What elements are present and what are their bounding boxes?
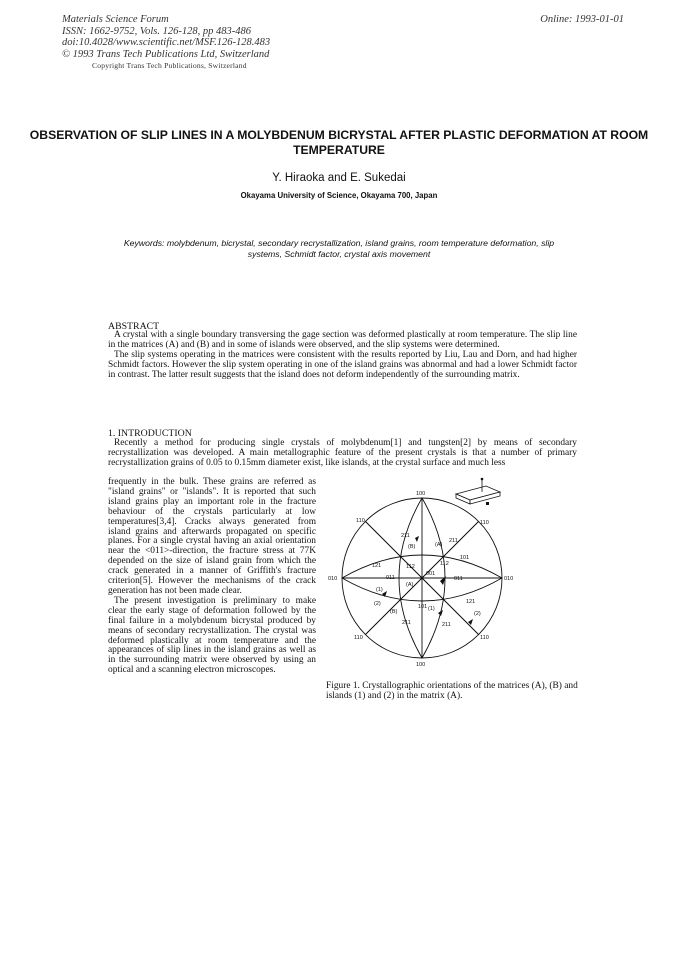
- label-center: 001: [426, 571, 436, 577]
- label-marker-22: (2): [474, 611, 481, 617]
- label-011a: 011: [386, 575, 395, 581]
- label-ur: 110: [480, 520, 489, 526]
- online-date: Online: 1993-01-01: [540, 14, 624, 25]
- intro-column: [108, 478, 316, 676]
- label-211d: 211: [442, 622, 451, 628]
- label-marker-A: (A): [435, 542, 443, 548]
- intro-paragraph-1-cont: frequently in the bulk. These grains are referred as "island grains" or "islands". It is reported that such island grains play an important role in the fracture behaviour of the crystals particularly at low temperatures[3,4]. Cracks always generated from island grains and afterwards propagated on specific planes. For a single crystal having an axial orientation near the <011>-direction, the fracture stress at 77K depended on the size of island grain from which the crack generated in a manner of Griffith's fracture criterion[5]. However the mechanisms of the crack generation has not been made clear.: [108, 477, 316, 596]
- abstract-paragraph-1: A crystal with a single boundary transversing the gage section was deformed plastically at room temperature. The slip line in the matrices (A) and (B) and in some of islands were observed, and the slip systems were determined.: [108, 330, 577, 350]
- label-101a: 101: [418, 604, 428, 610]
- label-112b: 112: [440, 561, 449, 567]
- label-211b: 211: [449, 538, 458, 544]
- paper-title: OBSERVATION OF SLIP LINES IN A MOLYBDENUM BICRYSTAL AFTER PLASTIC DEFORMATION AT ROOM TEMPERATURE: [29, 128, 649, 157]
- label-ll: 110: [354, 635, 363, 641]
- copyright-small: Copyright Trans Tech Publications, Switzerland: [92, 61, 247, 71]
- abstract-heading: ABSTRACT: [108, 321, 160, 332]
- intro-paragraph-2: The present investigation is preliminary to make clear the early stage of deformation followed by the final failure in a molybdenum bicrystal produced by means of secondary recrystallization. The crystal was deformed plastically at room temperature and the appearances of slip lines in the island grains as well as in the surrounding matrix were observed by using an optical and a scanning electron microscopes.: [108, 595, 316, 676]
- label-marker-2: (2): [374, 601, 381, 607]
- label-lr: 110: [480, 635, 489, 641]
- label-marker-1: (1): [376, 587, 383, 593]
- label-ul: 110: [356, 518, 365, 524]
- marker-A2: [468, 619, 473, 625]
- label-121a: 121: [372, 563, 382, 569]
- abstract-paragraph-2: The slip systems operating in the matrices were consistent with the results reported by Liu, Lau and Dorn, and had higher Schmidt factors. However the slip system operating in one of the island grains was abnormal and had a lower Schmidt factor in contrast. The latter result suggests that the island does not deform independently of the surrounding matrix.: [108, 349, 577, 380]
- label-top: 100: [416, 491, 426, 497]
- stereographic-projection-figure: [318, 458, 573, 673]
- marker-2: [438, 610, 443, 616]
- journal-name: Materials Science Forum: [62, 14, 169, 25]
- label-101b: 101: [460, 555, 470, 561]
- label-121b: 121: [466, 599, 476, 605]
- label-bottom: 100: [416, 662, 426, 668]
- label-right: 010: [504, 576, 514, 582]
- figure-caption: Figure 1. Crystallographic orientations of the matrices (A), (B) and islands (1) and (2) in the matrix (A).: [326, 681, 578, 701]
- authors: Y. Hiraoka and E. Sukedai: [272, 172, 406, 184]
- journal-header: [62, 14, 270, 72]
- label-left: 010: [328, 576, 338, 582]
- label-marker-A2: (A): [406, 582, 414, 588]
- label-211a: 211: [401, 533, 410, 539]
- label-marker-12: (1): [428, 606, 435, 612]
- label-marker-B2: (B): [390, 609, 398, 615]
- label-marker-B: (B): [408, 544, 416, 550]
- intro-heading: 1. INTRODUCTION: [108, 428, 192, 439]
- label-112a: 112: [406, 564, 415, 570]
- abstract-body: [108, 331, 577, 381]
- affiliation: Okayama University of Science, Okayama 700, Japan: [240, 191, 438, 200]
- label-211c: 211: [402, 620, 411, 626]
- label-011b: 011: [454, 576, 463, 582]
- intro-paragraph-1-start: Recently a method for producing single crystals of molybdenum[1] and tungsten[2] by means of secondary recrystallization was developed. A main metallographic feature of the present crystals is that a number of primary recrystallization grains of 0.05 to 0.15mm diameter exist, like islands, at the crystal surface and much less: [108, 438, 577, 468]
- copyright-line: © 1993 Trans Tech Publications Ltd, Switzerland: [62, 48, 270, 60]
- issn-line: ISSN: 1662-9752, Vols. 126-128, pp 483-486: [62, 25, 251, 37]
- specimen-sketch: [456, 478, 500, 505]
- marker-B: [415, 536, 419, 542]
- keywords: Keywords: molybdenum, bicrystal, secondary recrystallization, island grains, room temperature deformation, slip systems, Schmidt factor, crystal axis movement: [123, 238, 555, 259]
- doi-line: doi:10.4028/www.scientific.net/MSF.126-128.483: [62, 37, 271, 49]
